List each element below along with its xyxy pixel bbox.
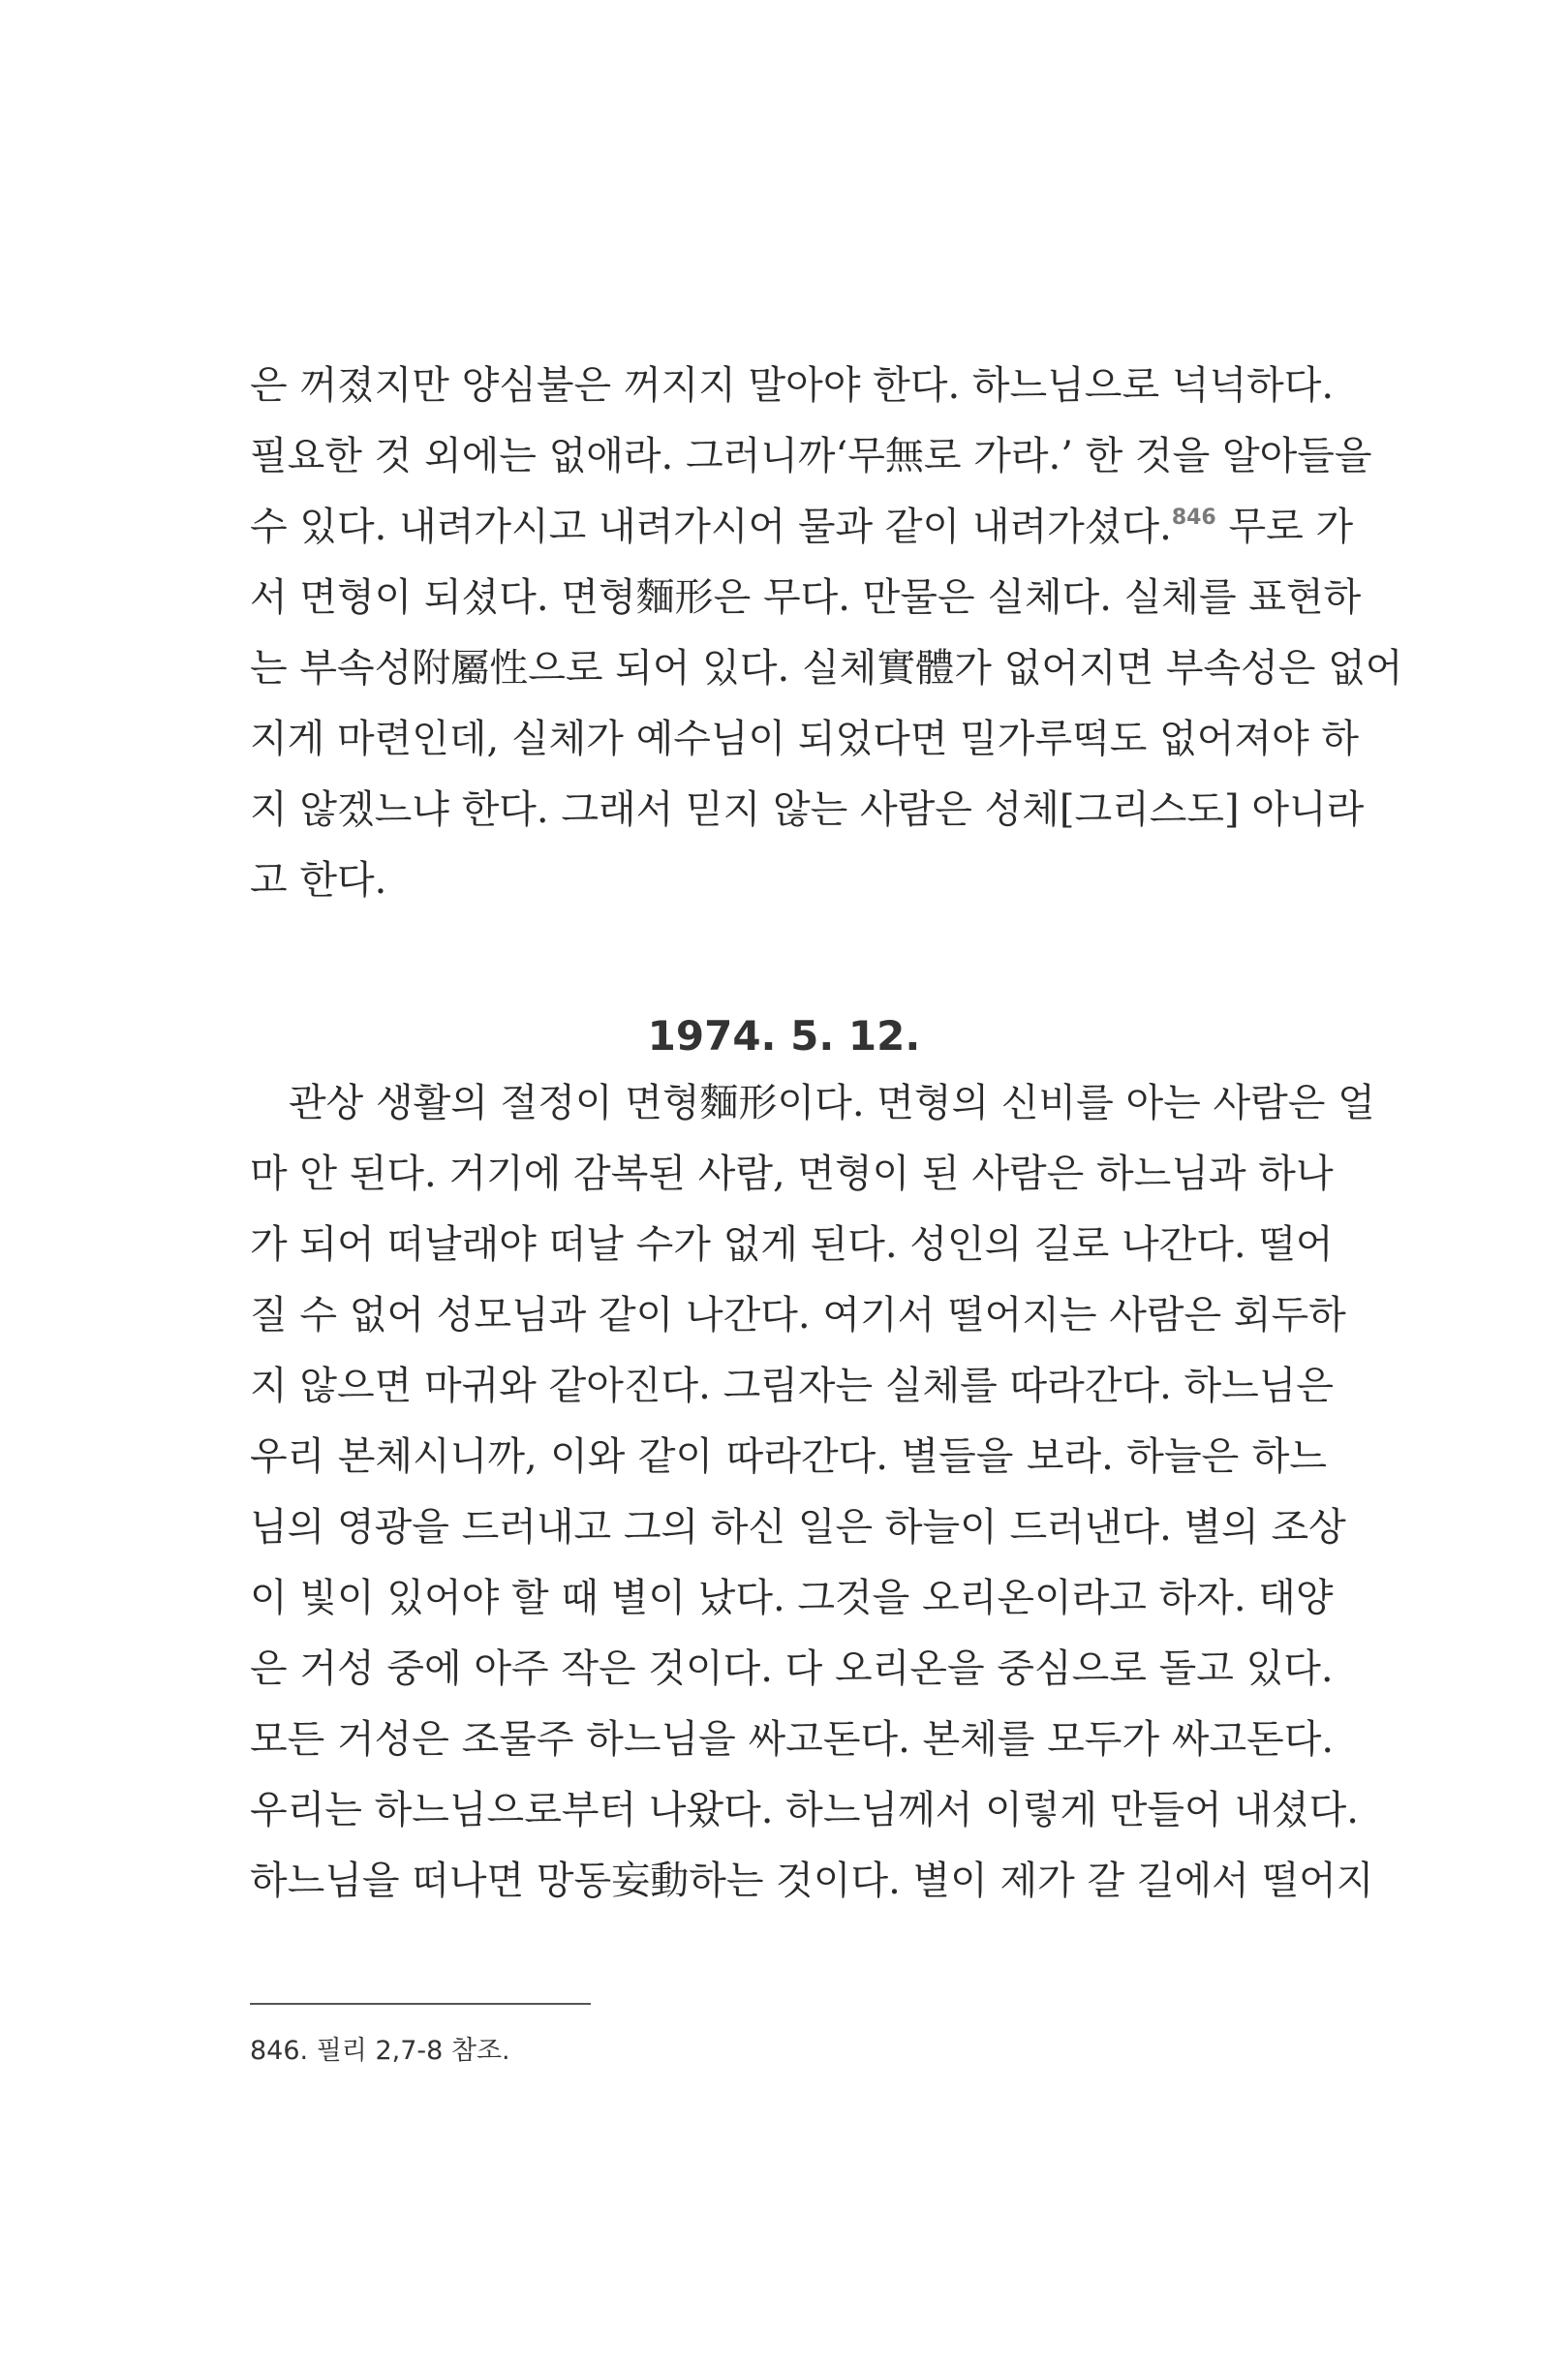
text-line: 필요한 것 외에는 없애라. 그러니까‘무無로 가라.’ 한 것을 알아들을 bbox=[250, 434, 1372, 478]
text-line: 지게 마련인데, 실체가 예수님이 되었다면 밀가루떡도 없어져야 하 bbox=[250, 717, 1359, 761]
text-line-segment: 수 있다. 내려가시고 내려가시어 물과 같이 내려가셨다. bbox=[250, 505, 1172, 549]
text-line: 지 않겠느냐 한다. 그래서 믿지 않는 사람은 성체[그리스도] 아니라 bbox=[250, 787, 1365, 832]
text-line: 마 안 된다. 거기에 감복된 사람, 면형이 된 사람은 하느님과 하나 bbox=[250, 1152, 1334, 1196]
section-paragraph bbox=[250, 1068, 1375, 1917]
footnote-reference: 846 bbox=[1171, 506, 1216, 530]
text-line: 하느님을 떠나면 망동妄動하는 것이다. 별이 제가 갈 길에서 떨어지 bbox=[250, 1859, 1374, 1903]
text-line: 모든 거성은 조물주 하느님을 싸고돈다. 본체를 모두가 싸고돈다. bbox=[250, 1717, 1335, 1762]
text-line: 관상 생활의 절정이 면형麵形이다. 면형의 신비를 아는 사람은 얼 bbox=[289, 1081, 1375, 1125]
text-line: 은 거성 중에 아주 작은 것이다. 다 오리온을 중심으로 돌고 있다. bbox=[250, 1646, 1334, 1691]
date-heading: 1974. 5. 12. bbox=[647, 1012, 921, 1060]
text-line: 우리는 하느님으로부터 나왔다. 하느님께서 이렇게 만들어 내셨다. bbox=[250, 1788, 1359, 1832]
text-line: 고 한다. bbox=[250, 858, 387, 903]
text-line: 서 면형이 되셨다. 면형麵形은 무다. 만물은 실체다. 실체를 표현하 bbox=[250, 575, 1362, 620]
text-line: 는 부속성附屬性으로 되어 있다. 실체實體가 없어지면 부속성은 없어 bbox=[250, 646, 1403, 691]
text-line-segment: 무로 가 bbox=[1228, 505, 1354, 549]
footnote: 846. 필리 2,7-8 참조. bbox=[250, 2036, 510, 2066]
text-line-with-footnote bbox=[250, 492, 1354, 563]
paragraph-continued bbox=[250, 351, 1403, 916]
text-line: 질 수 없어 성모님과 같이 나간다. 여기서 떨어지는 사람은 회두하 bbox=[250, 1293, 1346, 1338]
text-line: 은 꺼졌지만 양심불은 꺼지지 말아야 한다. 하느님으로 넉넉하다. bbox=[250, 363, 1335, 408]
footnote-divider bbox=[250, 2003, 591, 2005]
text-line: 가 되어 떠날래야 떠날 수가 없게 된다. 성인의 길로 나간다. 떨어 bbox=[250, 1222, 1334, 1267]
text-line: 우리 본체시니까, 이와 같이 따라간다. 별들을 보라. 하늘은 하느 bbox=[250, 1434, 1327, 1479]
text-line: 이 빛이 있어야 할 때 별이 났다. 그것을 오리온이라고 하자. 태양 bbox=[250, 1576, 1334, 1620]
text-line: 지 않으면 마귀와 같아진다. 그림자는 실체를 따라간다. 하느님은 bbox=[250, 1364, 1335, 1408]
text-line: 님의 영광을 드러내고 그의 하신 일은 하늘이 드러낸다. 별의 조상 bbox=[250, 1505, 1346, 1550]
